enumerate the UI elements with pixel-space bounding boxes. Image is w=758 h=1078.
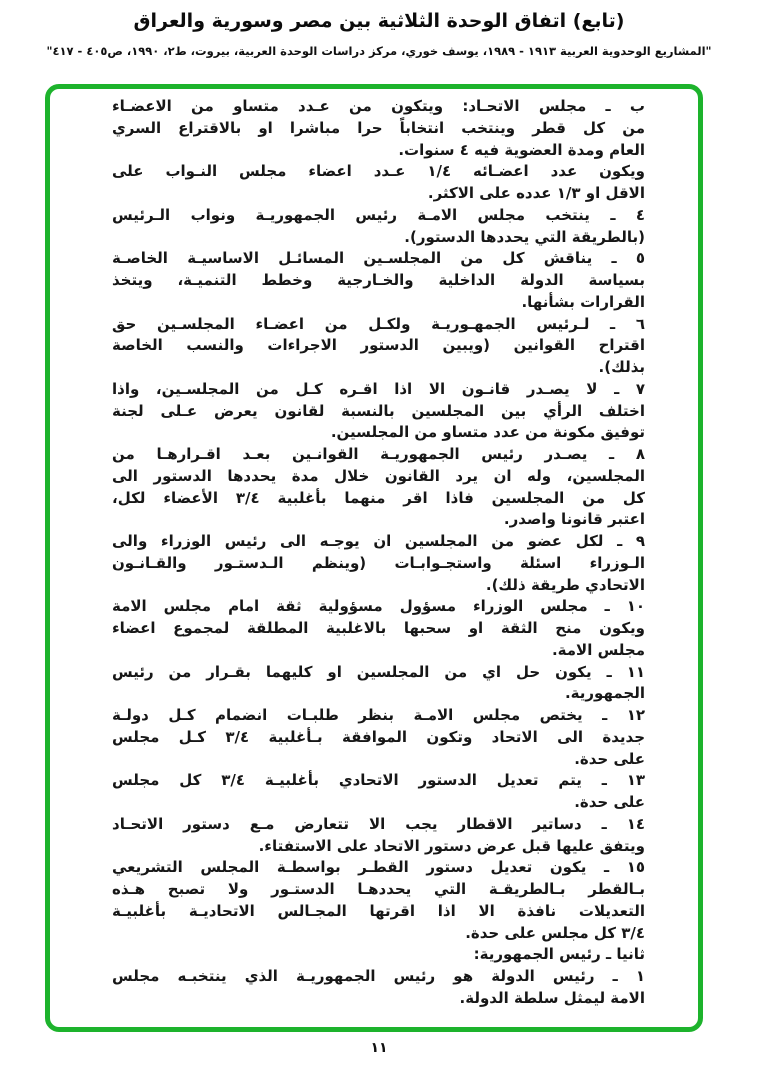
text-line: اقتراح القوانين (ويبين الدستور الاجراءات والنسب الخاصة bbox=[112, 336, 645, 355]
text-line: ٧ ـ لا يصـدر قانـون الا اذا اقـره كـل من المجلسـين، واذا bbox=[112, 379, 645, 398]
page-number: ١١ bbox=[370, 1040, 388, 1056]
text-line: جديدة الى الاتحاد وتكون الموافقة بـأغلبية ٣/٤ كـل مجلس bbox=[112, 727, 646, 746]
text-line: مجلس الامة. bbox=[551, 640, 645, 659]
text-line: ١ ـ رئيس الدولة هو رئيس الجمهوريـة الذي ينتخبـه مجلس bbox=[112, 967, 645, 985]
text-line: على حدة. bbox=[574, 793, 645, 811]
text-line: ٣/٤ كل مجلس على حدة. bbox=[465, 923, 645, 942]
text-line: على حدة. bbox=[574, 749, 645, 768]
text-line: التعديلات نافذة الا اذا اقرتها المجـالس الاتحاديـة بأغلبيـة bbox=[112, 901, 645, 920]
text-line: ٥ ـ يناقش كل من المجلسـين المسائـل الاساسيـة الخاصـة bbox=[112, 249, 645, 268]
text-line: ويكون منح الثقة او سحبها بالاغلبية المطلقة لمجموع اعضاء bbox=[112, 619, 645, 637]
text-line: كل من المجلسين فاذا اقر منهما بأغلبية ٣/٤ الأعضاء لكل، bbox=[112, 488, 645, 507]
text-line: ٨ ـ يصـدر رئيس الجمهوريـة القوانـين بعـد اقـرارهـا من bbox=[112, 445, 645, 463]
text-line: ب ـ مجلس الاتحـاد: ويتكون من عـدد متساو من الاعضـاء bbox=[112, 97, 645, 115]
text-line: اعتبر قانونا واصدر. bbox=[503, 510, 645, 529]
text-line: الاقل او ١/٣ عدده على الاكثر. bbox=[427, 184, 645, 202]
text-line: ١١ ـ يكون حل اي من المجلسين او كليهما بقـرار من رئيس bbox=[112, 662, 645, 681]
text-line: بذلك). bbox=[598, 358, 645, 376]
citation-line: "المشاريع الوحدوية العربية ١٩١٣ - ١٩٨٩، يوسف خوري، مركز دراسات الوحدة العربية، بيروت، ط٢، ١٩٩٠، ص٤٠٥ - ٤١٧" bbox=[46, 44, 712, 58]
text-line: ١٤ ـ دساتير الاقطار يجب الا تتعارض مـع دستور الاتحـاد bbox=[112, 814, 645, 833]
text-line: ١٠ ـ مجلس الوزراء مسؤول مسؤولية ثقة امام مجلس الامة bbox=[112, 597, 645, 616]
text-line: بسياسة الدولة الداخلية والخـارجية وخطط التنميـة، ويتخذ bbox=[112, 271, 645, 289]
text-line: ١٢ ـ يختص مجلس الامـة بنظر طلبـات انضمام كـل دولـة bbox=[112, 706, 645, 724]
text-line: من كل قطر وينتخب انتخاباً حرا مباشرا او بالاقتراع السري bbox=[112, 118, 645, 137]
text-line: ٩ ـ لكل عضو من المجلسين ان يوجـه الى رئيس الوزراء والى bbox=[112, 532, 645, 550]
text-line: المجلسين، وله ان يرد القانون خلال مدة يحددها الدستور الى bbox=[112, 466, 645, 485]
text-line: اختلف الرأي بين المجلسين بالنسبة لقانون يعرض عـلى لجنة bbox=[112, 401, 645, 420]
text-line: الاتحادي طريقة ذلك). bbox=[485, 575, 645, 594]
text-line: ٤ ـ ينتخب مجلس الامـة رئيس الجمهوريـة ونواب الـرئيس bbox=[112, 205, 645, 224]
text-line: ويكون عدد اعضـائه ١/٤ عـدد اعضاء مجلس النـواب على bbox=[112, 162, 645, 181]
text-line: ١٣ ـ يتم تعديل الدستور الاتحادي بأغلبيـة ٣/٤ كل مجلس bbox=[112, 771, 645, 790]
text-line: الـوزراء اسئلة واستجـوابـات (وينظم الـدستـور والقـانـون bbox=[112, 553, 645, 572]
text-line: ٦ ـ لـرئيس الجمهـوريـة ولكـل من اعضـاء المجلسـين حق bbox=[112, 314, 645, 333]
text-line: توفيق مكونة من عدد متساو من المجلسين. bbox=[330, 423, 645, 442]
text-line: الجمهورية. bbox=[564, 684, 645, 703]
text-line: ١٥ ـ يكون تعديل دستور القطـر بواسطـة المجلس التشريعي bbox=[112, 858, 645, 877]
text-line: ثانيا ـ رئيس الجمهورية: bbox=[473, 945, 645, 964]
document-body-text bbox=[112, 96, 645, 1010]
text-line: ويتفق عليها قبل عرض دستور الاتحاد على الاستفتاء. bbox=[258, 836, 645, 855]
text-line: القرارات بشأنها. bbox=[521, 292, 645, 311]
page-title: (تابع) اتفاق الوحدة الثلاثية بين مصر وسورية والعراق bbox=[133, 10, 625, 32]
text-line: (بالطريقة التي يحددها الدستور). bbox=[404, 227, 645, 246]
text-line: العام ومدة العضوية فيه ٤ سنوات. bbox=[398, 140, 645, 159]
text-line: بـالقطر بـالطريقـة التي يحددهـا الدستـور ولا تصبح هـذه bbox=[112, 880, 645, 898]
text-line: الامة ليمثل سلطة الدولة. bbox=[459, 988, 645, 1007]
